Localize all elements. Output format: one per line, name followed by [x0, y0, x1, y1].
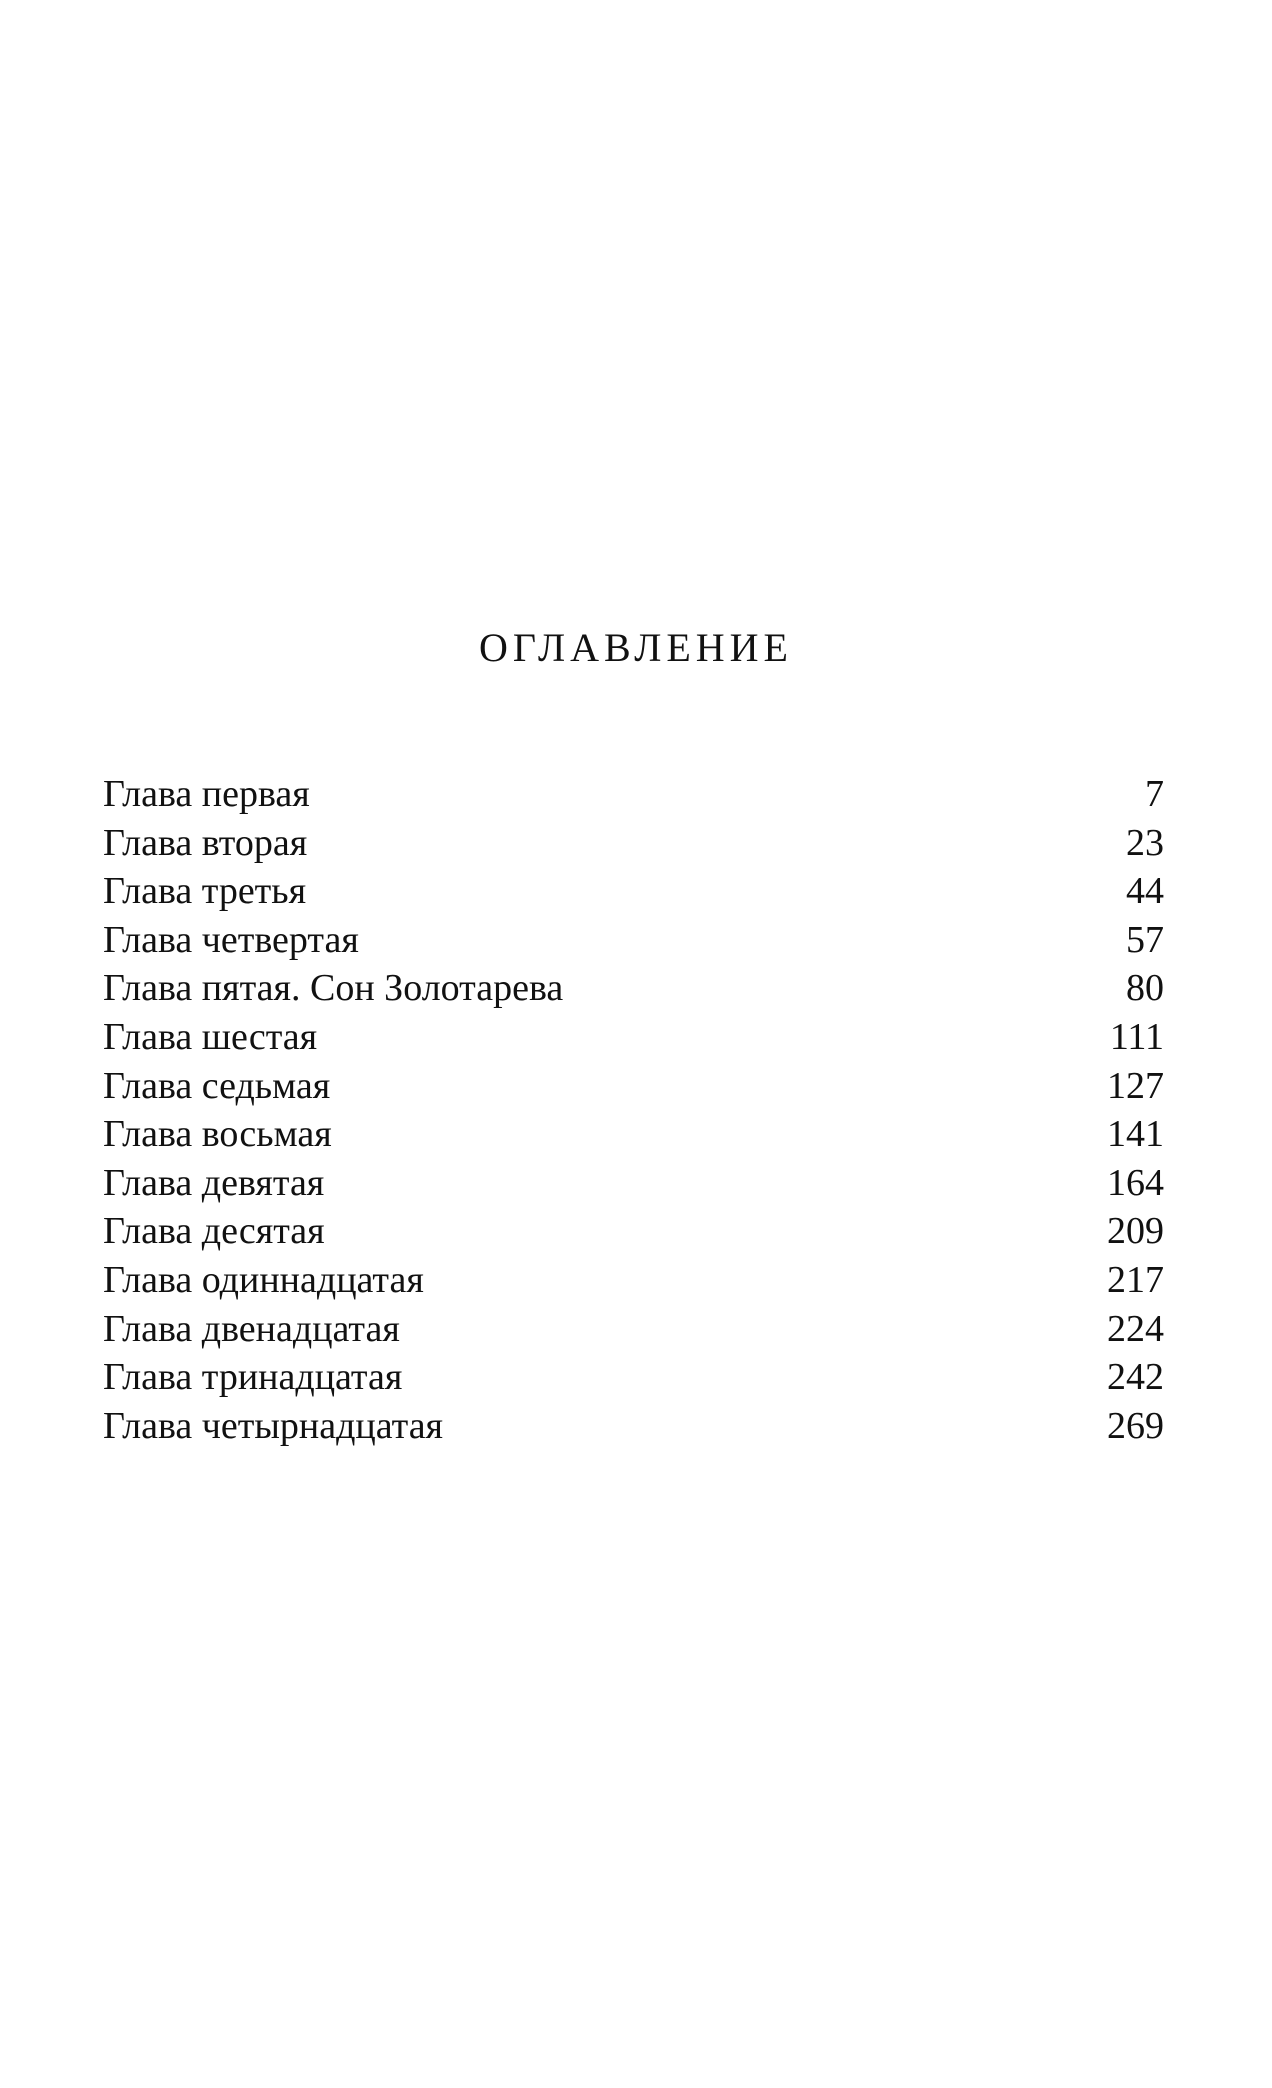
toc-entry-page: 7 — [1145, 773, 1164, 815]
toc-entry-title: Глава восьмая — [103, 1113, 332, 1156]
toc-entry-page: 111 — [1109, 1015, 1164, 1058]
toc-list — [103, 770, 1164, 1450]
toc-entry-page: 127 — [1107, 1064, 1164, 1107]
toc-entry — [103, 819, 1164, 868]
toc-entry-title: Глава девятая — [103, 1161, 325, 1204]
toc-entry — [103, 867, 1164, 916]
toc-entry-title: Глава третья — [103, 870, 307, 913]
toc-entry — [103, 1159, 1164, 1208]
toc-entry — [103, 770, 1164, 819]
toc-entry-page: 57 — [1126, 918, 1164, 961]
toc-entry-page: 209 — [1107, 1210, 1164, 1253]
toc-entry-page: 217 — [1107, 1258, 1164, 1301]
toc-entry-title: Глава пятая. Сон Золотарева — [103, 967, 564, 1010]
toc-heading: ОГЛАВЛЕНИЕ — [479, 625, 793, 670]
toc-entry-page: 80 — [1126, 967, 1164, 1010]
toc-entry — [103, 1402, 1164, 1451]
toc-entry — [103, 1256, 1164, 1305]
toc-entry-title: Глава шестая — [103, 1015, 318, 1058]
toc-entry — [103, 916, 1164, 965]
toc-entry-title: Глава четвертая — [103, 918, 359, 961]
toc-entry-title: Глава первая — [103, 773, 310, 815]
toc-entry — [103, 1110, 1164, 1159]
toc-entry-page: 164 — [1107, 1161, 1164, 1204]
toc-entry — [103, 1207, 1164, 1256]
toc-entry-page: 23 — [1126, 821, 1164, 864]
toc-entry-page: 242 — [1107, 1356, 1164, 1399]
toc-entry-title: Глава вторая — [103, 821, 308, 864]
toc-entry-page: 44 — [1126, 870, 1164, 913]
toc-entry — [103, 1353, 1164, 1402]
toc-entry-title: Глава седьмая — [103, 1064, 331, 1107]
toc-entry-title: Глава десятая — [103, 1210, 325, 1253]
toc-entry-page: 141 — [1107, 1113, 1164, 1156]
toc-entry — [103, 964, 1164, 1013]
toc-entry-title: Глава тринадцатая — [103, 1356, 403, 1399]
toc-entry-title: Глава двенадцатая — [103, 1307, 400, 1350]
toc-entry — [103, 1013, 1164, 1062]
toc-entry — [103, 1305, 1164, 1354]
toc-entry-page: 269 — [1107, 1404, 1164, 1447]
toc-entry-title: Глава четырнадцатая — [103, 1404, 444, 1447]
toc-entry — [103, 1062, 1164, 1111]
toc-entry-title: Глава одиннадцатая — [103, 1258, 424, 1301]
toc-entry-page: 224 — [1107, 1307, 1164, 1350]
